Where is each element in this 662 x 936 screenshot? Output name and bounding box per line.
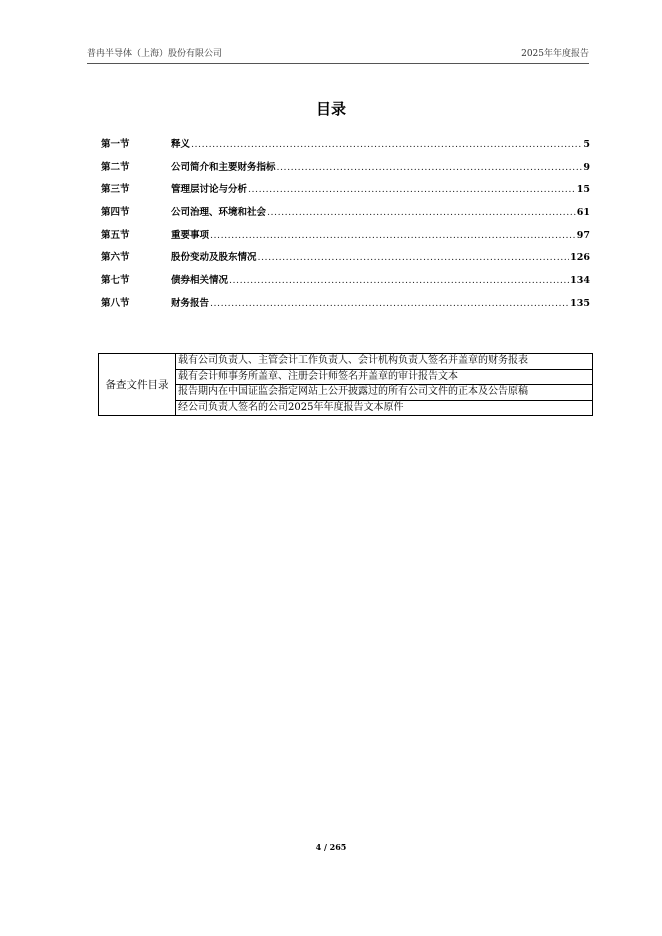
toc-leader-dots [229,275,569,286]
toc-page-number: 61 [576,207,590,219]
toc-entry[interactable] [101,159,590,182]
header-report-title: 2025年年度报告 [521,49,589,59]
toc-page-number: 15 [576,184,590,196]
toc-entry[interactable] [101,295,590,318]
toc-section-name: 释义 [171,139,191,150]
page-number: 4 / 265 [315,842,347,852]
toc-section-name: 重要事项 [171,229,210,241]
toc-section-name: 债券相关情况 [171,275,229,287]
toc-leader-dots [258,252,570,263]
toc-section-number: 第二节 [101,161,130,173]
toc-page-number: 5 [583,139,590,150]
toc-section-number: 第四节 [101,207,130,219]
toc-page-number: 134 [570,275,590,287]
reference-item: 载有公司负责人、主管会计工作负责人、会计机构负责人签名并盖章的财务报表 [176,354,593,370]
toc-section-name: 财务报告 [171,297,210,309]
toc-entry[interactable] [101,204,590,227]
toc-leader-dots [210,298,569,309]
toc-section-number: 第七节 [101,275,130,287]
toc-section-name: 公司简介和主要财务指标 [171,161,276,173]
toc-page-number: 126 [570,252,590,264]
reference-item: 载有会计师事务所盖章、注册会计师签名并盖章的审计报告文本 [176,369,593,385]
toc-entry[interactable] [101,136,590,159]
toc-leader-dots [277,162,583,173]
reference-label: 备查文件目录 [99,354,176,416]
toc-leader-dots [267,207,576,218]
toc-section-name: 股份变动及股东情况 [171,252,257,264]
reference-documents-table [98,353,593,416]
toc-leader-dots [248,184,576,195]
reference-item: 报告期内在中国证监会指定网站上公开披露过的所有公司文件的正本及公告原稿 [176,385,593,401]
toc-section-number: 第八节 [101,297,130,309]
toc-entry[interactable] [101,227,590,250]
toc-entry[interactable] [101,181,590,204]
toc-page-number: 9 [583,161,590,173]
toc-section-number: 第一节 [101,139,130,150]
page-title: 目录 [315,100,346,118]
toc-section-name: 管理层讨论与分析 [171,184,248,196]
toc-leader-dots [210,230,576,241]
table-row [99,354,593,370]
toc-page-number: 135 [570,297,590,309]
header-company-name: 普冉半导体（上海）股份有限公司 [87,49,223,59]
toc-section-number: 第五节 [101,229,130,241]
toc-leader-dots [191,139,582,150]
toc-section-number: 第六节 [101,252,130,264]
page-header [87,45,589,64]
toc-section-name: 公司治理、环境和社会 [171,207,267,219]
table-of-contents [101,136,590,318]
toc-section-number: 第三节 [101,184,130,196]
toc-page-number: 97 [576,229,590,241]
toc-entry[interactable] [101,249,590,272]
toc-entry[interactable] [101,272,590,295]
reference-item: 经公司负责人签名的公司2025年年度报告文本原件 [176,400,593,416]
